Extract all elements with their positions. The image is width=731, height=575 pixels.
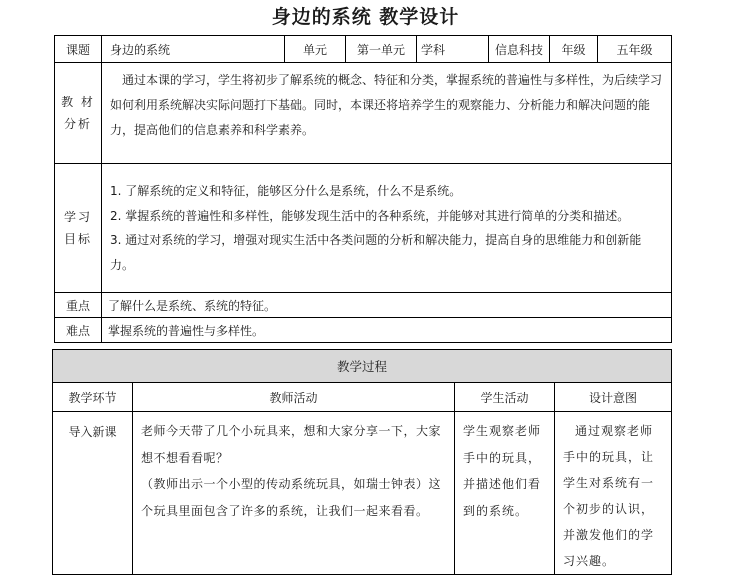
objective-item: 1. 了解系统的定义和特征，能够区分什么是系统，什么不是系统。 [110, 184, 462, 198]
header-row [55, 36, 672, 63]
teacher-activity-line: （教师出示一个小型的传动系统玩具，如瑞士钟表）这个玩具里面包含了许多的系统，让我们一起来看看。 [141, 477, 442, 518]
key-point-label: 重点 [55, 293, 102, 318]
objective-item: 3. 通过对系统的学习，增强对现实生活中各类问题的分析和解决能力，提高自身的思维能力和创新能力。 [110, 233, 642, 272]
material-analysis-text: 通过本课的学习，学生将初步了解系统的概念、特征和分类，掌握系统的普遍性与多样性，为后续学习如何利用系统解决实际问题打下基础。同时，本课还将培养学生的观察能力、分析能力和解决问题的能力，提高他们的信息素养和科学素养。 [102, 63, 672, 164]
document-title: 身边的系统 教学设计 [271, 6, 460, 28]
unit-label: 单元 [285, 36, 346, 63]
difficulty-row [55, 318, 672, 343]
objective-item: 2. 掌握系统的普遍性和多样性，能够发现生活中的各种系统，并能够对其进行简单的分类和描述。 [110, 208, 630, 223]
objectives-list [102, 164, 672, 293]
course-value: 身边的系统 [102, 36, 285, 63]
grade-value: 五年级 [598, 36, 672, 63]
process-title-row [53, 350, 672, 383]
objectives-label-line2: 目标 [63, 232, 92, 246]
teaching-process-table [52, 349, 672, 575]
course-label: 课题 [55, 36, 102, 63]
key-point-row [55, 293, 672, 318]
objectives-label [55, 164, 102, 293]
design-intent-cell: 通过观察老师手中的玩具，让学生对系统有一个初步的认识，并激发他们的学习兴趣。 [555, 412, 672, 575]
stage-cell: 导入新课 [53, 412, 133, 575]
material-analysis-label-line2: 分析 [63, 117, 92, 131]
teacher-activity-line: 老师今天带了几个小玩具来，想和大家分享一下，大家想不想看看呢？ [141, 424, 442, 465]
process-title: 教学过程 [53, 350, 672, 383]
material-analysis-row [55, 63, 672, 164]
objectives-row [55, 164, 672, 293]
lesson-info-table [54, 35, 672, 343]
table-row [53, 412, 672, 575]
teacher-activity-cell [133, 412, 455, 575]
material-analysis-label [55, 63, 102, 164]
student-activity-cell: 学生观察老师手中的玩具，并描述他们看到的系统。 [455, 412, 555, 575]
grade-label: 年级 [550, 36, 598, 63]
column-header-stage: 教学环节 [53, 383, 133, 412]
process-header-row [53, 383, 672, 412]
subject-label: 学科 [417, 36, 489, 63]
difficulty-text: 掌握系统的普遍性与多样性。 [102, 318, 672, 343]
difficulty-label: 难点 [55, 318, 102, 343]
column-header-student: 学生活动 [455, 383, 555, 412]
key-point-text: 了解什么是系统、系统的特征。 [102, 293, 672, 318]
unit-value: 第一单元 [346, 36, 417, 63]
subject-value: 信息科技 [489, 36, 550, 63]
material-analysis-label-line1: 教 材 [61, 95, 95, 109]
column-header-teacher: 教师活动 [133, 383, 455, 412]
objectives-label-line1: 学习 [63, 210, 92, 224]
column-header-intent: 设计意图 [555, 383, 672, 412]
